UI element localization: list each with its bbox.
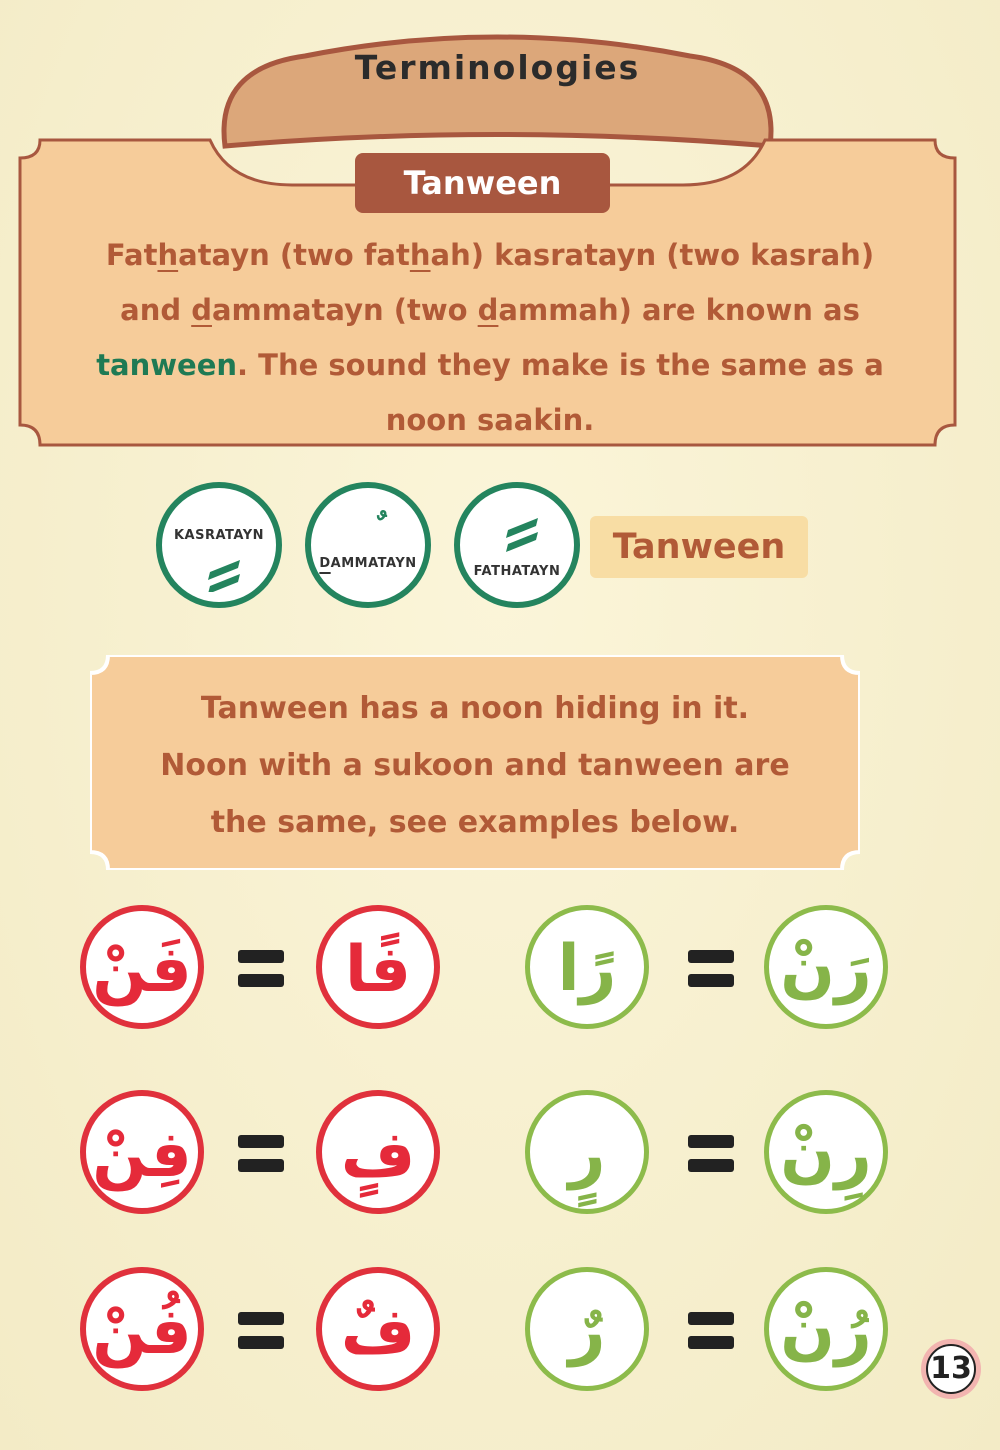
tanween-highlight: tanween bbox=[96, 348, 238, 382]
tanween-tag: Tanween bbox=[590, 516, 808, 578]
fathatayn-mark bbox=[502, 516, 542, 552]
example-noon-circle: رِنْ bbox=[764, 1090, 888, 1214]
definition-text: Fathatayn (two fathah) kasratayn (two kasrah) and dammatayn (two dammah) are known as tanween. The sound they make is the same as a noon saakin. bbox=[96, 238, 884, 437]
fathatayn-circle bbox=[454, 482, 580, 608]
dammatayn-mark bbox=[353, 508, 393, 548]
page-number: 13 bbox=[930, 1351, 972, 1386]
fathatayn-label: FATHATAYN bbox=[473, 564, 561, 579]
example-tanween-circle: رًا bbox=[525, 905, 649, 1029]
equals-sign bbox=[238, 1312, 284, 1350]
page-title: Terminologies bbox=[354, 48, 641, 87]
page-number-badge bbox=[918, 1336, 984, 1402]
example-tanween-circle: رٍ bbox=[525, 1090, 649, 1214]
equals-sign bbox=[238, 1135, 284, 1173]
equals-sign bbox=[688, 1135, 734, 1173]
example-noon-circle: فِنْ bbox=[80, 1090, 204, 1214]
example-tanween-circle: فًا bbox=[316, 905, 440, 1029]
example-tanween-circle: فٍ bbox=[316, 1090, 440, 1214]
kasratayn-label: KASRATAYN bbox=[173, 528, 265, 543]
noon-line-1: Tanween has a noon hiding in it. bbox=[200, 691, 750, 726]
equals-sign bbox=[238, 950, 284, 988]
noon-line-2: Noon with a sukoon and tanween are bbox=[160, 748, 790, 783]
example-noon-circle: فَنْ bbox=[80, 905, 204, 1029]
dammatayn-label: DAMMATAYN bbox=[319, 556, 417, 571]
kasratayn-circle bbox=[156, 482, 282, 608]
example-tanween-circle: فٌ bbox=[316, 1267, 440, 1391]
noon-text bbox=[100, 680, 850, 851]
example-noon-circle: فُنْ bbox=[80, 1267, 204, 1391]
noon-line-3: the same, see examples below. bbox=[210, 805, 740, 840]
equals-sign bbox=[688, 950, 734, 988]
example-noon-circle: رَنْ bbox=[764, 905, 888, 1029]
example-tanween-circle: رٌ bbox=[525, 1267, 649, 1391]
svg-text:ٌ bbox=[376, 510, 388, 521]
example-noon-circle: رُنْ bbox=[764, 1267, 888, 1391]
kasratayn-mark bbox=[204, 556, 244, 592]
section-label: Tanween bbox=[355, 153, 610, 213]
dammatayn-circle bbox=[305, 482, 431, 608]
equals-sign bbox=[688, 1312, 734, 1350]
